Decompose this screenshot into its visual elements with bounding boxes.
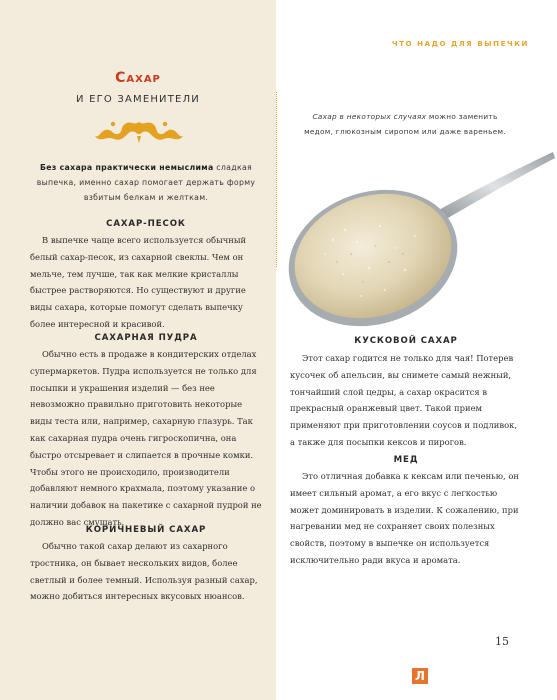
text-powdered-sugar: Обычно есть в продаже в кондитерских отделах супермаркетов. Пудра используется не только для посыпки и украшения изделий — без нее невозможно правильно приготовить некоторые виды теста или, например, сахарную глазурь. Так как сахарная пудра очень гигроскопична, она быстро отсыревает и слипается в прочные комки. Чтобы этого не происходило, производители добавляют немного крахмала, поэтому указание о наличии добавок на пакетике с сахарной пудрой не должно вас смущать. [30, 349, 262, 527]
title-block [0, 70, 276, 105]
heading-sugar-sand: САХАР-ПЕСОК [106, 219, 186, 229]
heading-powdered-sugar: САХАРНАЯ ПУДРА [94, 333, 198, 343]
text-honey: Это отличная добавка к кексам или печенью, он имеет сильный аромат, а его вкус с легкостью может доминировать в изделии. К сожалению, при нагревании мед не сохраняет своих полезных свойств, поэтому в выпечке он используется исключительно ради вкуса и аромата. [290, 471, 519, 565]
side-note [300, 110, 510, 139]
intro-rest: сладкая выпечка, именно сахар помогает держать форму взбитым белкам и желткам. [36, 163, 256, 202]
note-italic: Сахар в некоторых случаях [312, 112, 427, 121]
page-title: Сахар [115, 70, 161, 86]
running-head: ЧТО НАДО ДЛЯ ВЫПЕЧКИ [391, 40, 529, 48]
intro-text [30, 160, 262, 205]
note-rest: можно заменить медом, глюкозным сиропом или даже вареньем. [304, 112, 506, 136]
text-lump-sugar: Этот сахар годится не только для чая! Потерев кусочек об апельсин, вы снимете самый нежный, тончайший слой цедры, а сахар окрасится в прекрасный оранжевый цвет. Такой прием применяют при приготовлении соусов и подливок, а также для посыпки кексов и пирогов. [290, 353, 518, 447]
heading-honey: МЕД [393, 455, 419, 465]
text-brown-sugar: Обычно такой сахар делают из сахарного тростника, он бывает нескольких видов, более светлый и более темный. Используя разный сахар, можно добиться интересных вкусовых нюансов. [30, 541, 258, 602]
page-subtitle: И ЕГО ЗАМЕНИТЕЛИ [76, 94, 200, 105]
heading-lump-sugar: КУСКОВОЙ САХАР [354, 336, 458, 346]
column-divider [276, 92, 277, 267]
heading-brown-sugar: КОРИЧНЕВЫЙ САХАР [85, 525, 207, 535]
sugar-spoon-image [285, 150, 557, 330]
ornament-icon [93, 116, 185, 144]
intro-bold: Без сахара практически немыслима [39, 163, 214, 172]
page-number: 15 [495, 635, 509, 648]
logo-icon: Л [412, 668, 428, 684]
text-sugar-sand: В выпечке чаще всего используется обычный белый сахар-песок, из сахарной свеклы. Чем он мельче, тем лучше, так как мелкие кристаллы быстрее растворяются. Но существуют и другие виды сахара, которые помогут сделать выпечку более интересной и красивой. [30, 235, 247, 329]
